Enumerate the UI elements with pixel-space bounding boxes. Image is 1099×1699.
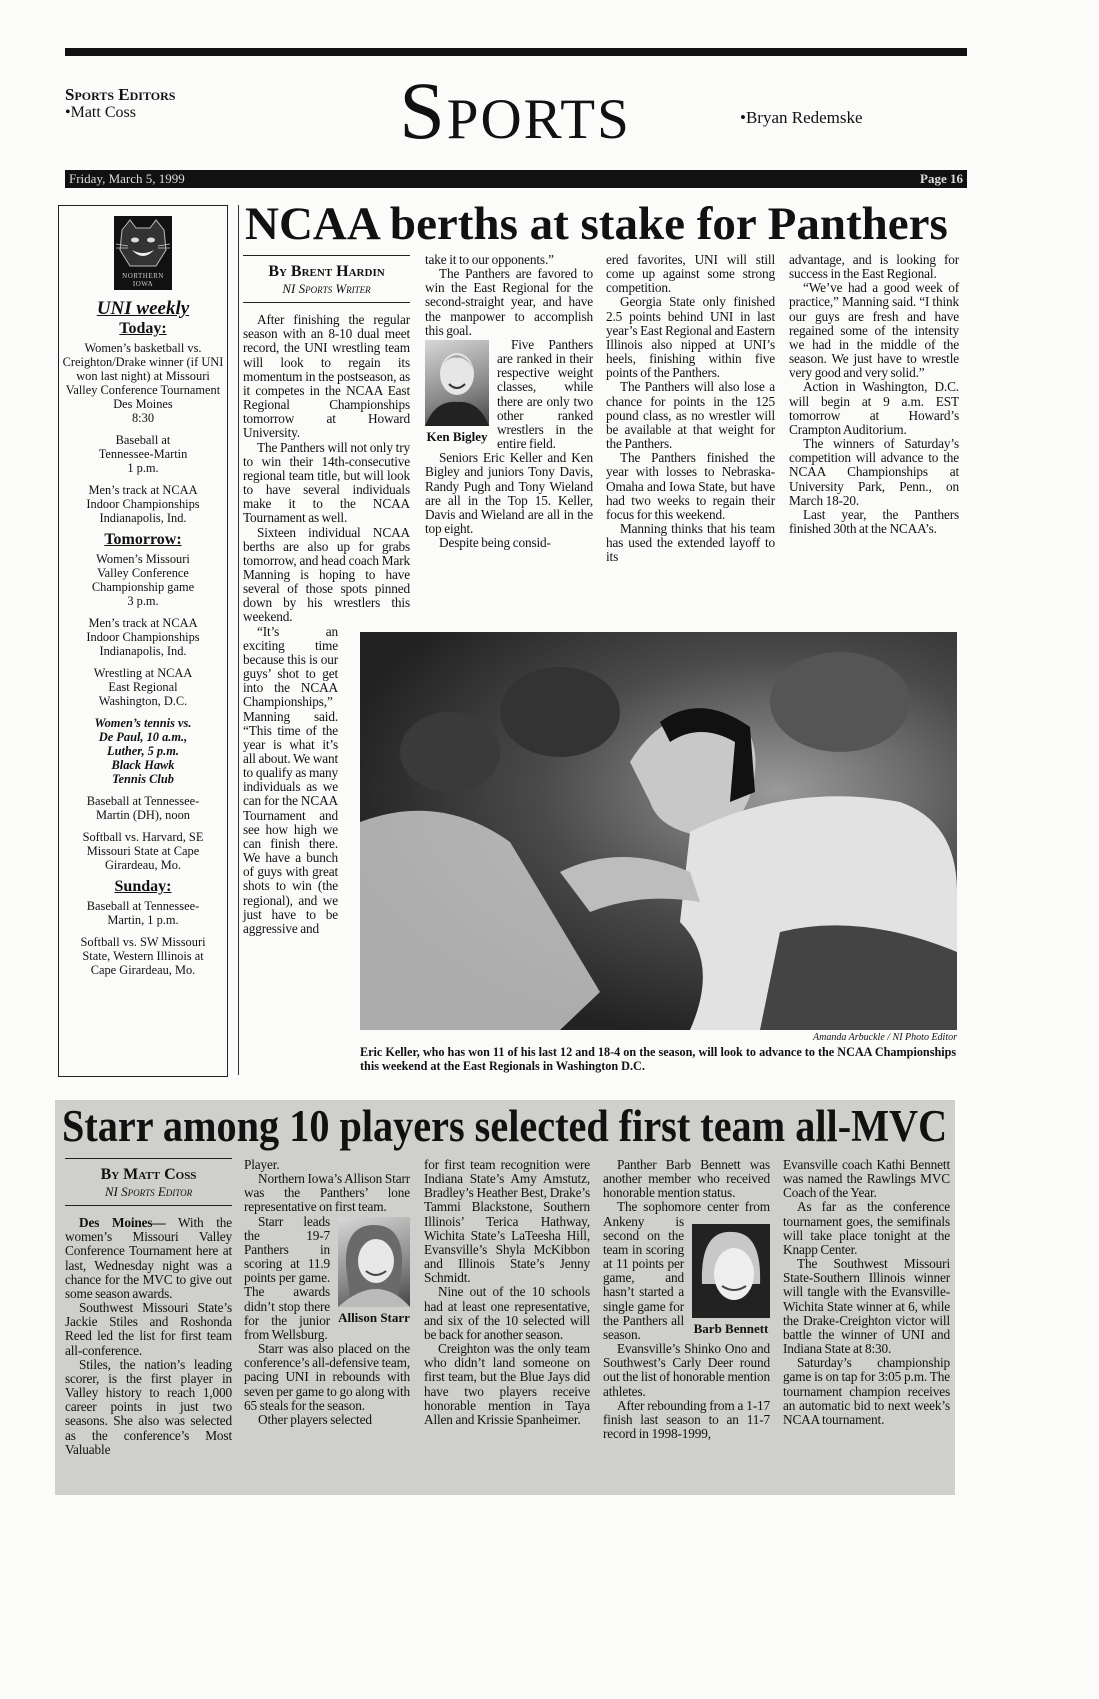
paragraph: The Panthers finished the year with losses to Nebraska-Omaha and Iowa State, but have had two weeks to regain their focus for this weekend. <box>606 450 775 522</box>
schedule-item: Women’s basketball vs. Creighton/Drake winner (if UNI won last night) at Missouri Valley Conference Tournament Des Moines 8:30 <box>62 341 224 425</box>
paragraph: The winners of Saturday’s competition will advance to the NCAA Championships at University Park, Penn., on March 18-20. <box>789 436 959 508</box>
editors-label: Sports Editors <box>65 85 176 104</box>
paragraph: Evansville’s Shinko Ono and Southwest’s Carly Deer round out the list of honorable mention athletes. <box>603 1341 770 1399</box>
sports-editors <box>65 86 175 122</box>
paragraph: Seniors Eric Keller and Ken Bigley and juniors Tony Davis, Randy Pugh and Tony Wieland are all in the Top 15. Keller, Davis and Wieland are all in the top eight. <box>425 450 593 536</box>
article2-column-4 <box>603 1158 770 1441</box>
paragraph: “We’ve had a good week of practice,” Manning said. “I think our guys are fresh and have regained some of the intensity we had in the middle of the season. We just have to wrestle very good and very solid.” <box>789 280 959 381</box>
panther-head-icon <box>114 216 172 276</box>
schedule-item: Wrestling at NCAA East Regional Washington, D.C. <box>93 666 193 708</box>
paragraph: Northern Iowa’s Allison Starr was the Panthers’ lone representative on first team. <box>244 1171 410 1215</box>
article2-column-3 <box>424 1158 590 1427</box>
paragraph-text: With the women’s Missouri Valley Conference Tournament here at last, Wednesday night was a chance for the MVC to give out some season awards. <box>65 1215 233 1301</box>
paragraph: The sophomore center from Ankeny is second on the team in scoring at 11 points per game, and hasn’t started a single game for the Panthers all season. <box>603 1199 770 1342</box>
paragraph: After finishing the regular season with an 8-10 dual meet record, the UNI wrestling team will look to regain its momentum in the postseason, as it competes in the NCAA East Regional Championships tomorrow at Howard University. <box>243 312 410 441</box>
player-photo <box>425 340 489 426</box>
author-title: NI Sports Writer <box>282 281 371 296</box>
article-headline: Starr among 10 players selected first team all-MVC <box>62 1101 948 1151</box>
paragraph: Creighton was the only team who didn’t land someone on first team, but the Blue Jays did have two players receive honorable mention in Taya Allen and Krissie Spanheimer. <box>424 1341 590 1427</box>
article-headline: NCAA berths at stake for Panthers <box>245 198 948 250</box>
photo-caption: Eric Keller, who has won 11 of his last 12 and 18-4 on the season, will look to advance to the NCAA Championships this weekend at the East Regionals in Washington D.C. <box>360 1045 957 1073</box>
section-title: Sports <box>399 65 631 156</box>
sidebar-title: UNI weekly <box>96 298 190 319</box>
player-photo <box>338 1217 410 1307</box>
paragraph: The Panthers are favored to win the East Regional for the second-straight year, and have the manpower to accomplish this goal. <box>425 266 593 338</box>
byline <box>243 255 410 303</box>
paragraph: Player. <box>244 1157 280 1172</box>
photo-credit: Amanda Arbuckle / NI Photo Editor <box>813 1032 957 1043</box>
schedule-item: Baseball at Tennessee- Martin, 1 p.m. <box>86 899 200 927</box>
paragraph: Last year, the Panthers finished 30th at the NCAA’s. <box>789 506 959 536</box>
paragraph: The Southwest Missouri State-Southern Illinois winner will tangle with the Evansville-Wichita State winner at 6, while the Drake-Creighton victor will battle the winner of UNI and Indiana State at 8:30. <box>783 1256 950 1357</box>
article2-column-1 <box>65 1158 232 1457</box>
article1-column-2 <box>425 253 593 550</box>
page-number: Page 16 <box>920 171 963 186</box>
paragraph: As far as the conference tournament goes, the semifinals will take place tonight at the Knapp Center. <box>783 1199 950 1257</box>
schedule-item-home: Women’s tennis vs. De Paul, 10 a.m., Luther, 5 p.m. Black Hawk Tennis Club <box>94 716 192 786</box>
paragraph: Manning thinks that his team has used the extended layoff to its <box>606 520 775 565</box>
paragraph: “It’s an exciting time because this is our guys’ shot to get into the NCAA Championships,” Manning said. “This time of the year is what it’s all about. We want to qualify as many individuals as we can for the NCAA Tournament and see how high we can finish there. We have a bunch of guys with great shots to win (the regional), and we just have to be aggressive and <box>243 623 338 936</box>
paragraph: Evansville coach Kathi Bennett was named the Rawlings MVC Coach of the Year. <box>783 1157 950 1201</box>
mugshot-allison-starr <box>338 1217 410 1325</box>
column-divider <box>238 205 239 1075</box>
paragraph: for first team recognition were Indiana State’s Amy Amstutz, Bradley’s Heather Best, Drake’s Tammi Blackstone, Southern Illinois’ Terica Hathway, Wichita State’s LaTeesha Hill, Evansville’s Shyla McKibbon and Illinois State’s Jenny Schmidt. <box>424 1157 590 1286</box>
mugshot-ken-bigley <box>425 340 489 444</box>
schedule-item: Softball vs. SW Missouri State, Western Illinois at Cape Girardeau, Mo. <box>80 935 206 977</box>
uni-weekly-sidebar <box>58 205 228 1077</box>
article-text <box>424 1285 590 1427</box>
editor-name: •Matt Coss <box>65 104 136 121</box>
schedule-item: Baseball at Tennessee-Martin 1 p.m. <box>98 433 188 475</box>
mugshot-barb-bennett <box>692 1224 770 1336</box>
portrait-icon <box>692 1224 770 1318</box>
paragraph: Despite being consid- <box>439 535 551 551</box>
author-name: By Brent Hardin <box>268 263 385 280</box>
editor-name: •Bryan Redemske <box>740 108 863 127</box>
today-heading: Today: <box>119 320 167 337</box>
issue-date: Friday, March 5, 1999 <box>69 171 185 186</box>
paragraph: Sixteen individual NCAA berths are also up for grabs tomorrow, and head coach Mark Manning is hoping to have several of those spots pinned down by his wrestlers this weekend. <box>243 524 410 625</box>
article-text <box>606 295 775 564</box>
date-bar <box>65 170 967 188</box>
paragraph: advantage, and is looking for success in the East Regional. <box>789 252 959 282</box>
portrait-icon <box>425 340 489 426</box>
mugshot-caption: Ken Bigley <box>426 428 488 444</box>
paragraph: Stiles, the nation’s leading scorer, is the first player in Valley history to reach 1,000 career points in just two seasons. She also was selected as the conference’s Most Valuable <box>65 1356 232 1457</box>
paragraph: Action in Washington, D.C. will begin at 9 a.m. EST tomorrow at Howard’s Crampton Auditorium. <box>789 379 959 437</box>
paragraph: After rebounding from a 1-17 finish last season to an 11-7 record in 1998-1999, <box>603 1397 770 1441</box>
paragraph: Panther Barb Bennett was another member who received honorable mention status. <box>603 1157 770 1201</box>
paragraph: ered favorites, UNI will still come up against some strong competition. <box>606 252 775 296</box>
panther-logo <box>114 216 172 290</box>
dateline: Des Moines— <box>79 1215 166 1231</box>
article1-column-3 <box>606 253 775 564</box>
paragraph: The Panthers will not only try to win their 14th-consecutive regional team title, but will look to have several individuals make it to the NCAA Tournament as well. <box>243 439 410 526</box>
mugshot-caption: Allison Starr <box>338 1309 410 1325</box>
article1-column-4 <box>789 253 959 536</box>
wrestler-image <box>360 632 957 1030</box>
article-text <box>783 1200 950 1427</box>
author-title: NI Sports Editor <box>104 1184 193 1199</box>
schedule-item: Men’s track at NCAA Indoor Championships Indianapolis, Ind. <box>86 616 200 658</box>
mugshot-caption: Barb Bennett <box>693 1321 769 1336</box>
sunday-heading: Sunday: <box>114 878 172 895</box>
portrait-icon <box>338 1217 410 1307</box>
paragraph: Other players selected <box>258 1411 372 1427</box>
paragraph: The Panthers will also lose a chance for points in the 125 pound class, as no wrestler will be available at that weight for the Panthers. <box>606 379 775 452</box>
article2-column-5 <box>783 1158 950 1427</box>
article-text <box>65 1301 232 1457</box>
tomorrow-heading: Tomorrow: <box>104 531 182 548</box>
schedule-item: Men’s track at NCAA Indoor Championships Indianapolis, Ind. <box>86 483 200 525</box>
paragraph: Starr leads the 19-7 Panthers in scoring at 11.9 points per game. The awards didn’t stop there for the junior from Wellsburg. <box>244 1213 330 1342</box>
paragraph: Georgia State only finished 2.5 points behind UNI in last year’s East Regional and Eastern Illinois also nipped at UNI’s heels, finishing within five points of the Panthers. <box>606 294 775 381</box>
article-text <box>789 281 959 536</box>
paragraph: Saturday’s championship game is on tap for 3:05 p.m. The tournament champion receives an automatic bid to next week’s NCAA tournament. <box>783 1355 950 1427</box>
article2-column-2 <box>244 1158 410 1427</box>
paragraph: Southwest Missouri State’s Jackie Stiles and Roshonda Reed led the list for first team all-conference. <box>65 1300 232 1358</box>
paragraph: Five Panthers are ranked in their respective weight classes, while there are only two other ranked wrestlers in the entire field. <box>497 336 593 452</box>
author-name: By Matt Coss <box>100 1166 197 1183</box>
paragraph: Starr was also placed on the conference’s all-defensive team, pacing UNI in rebounds with seven per game to go along with 65 steals for the season. <box>244 1341 410 1413</box>
schedule-item: Softball vs. Harvard, SE Missouri State at Cape Girardeau, Mo. <box>82 830 204 872</box>
paragraph: Nine out of the 10 schools had at least one representative, and six of the 10 selected will be back for another season. <box>424 1284 590 1342</box>
player-photo <box>692 1224 770 1318</box>
paragraph <box>65 1216 232 1301</box>
byline <box>65 1158 232 1206</box>
top-rule <box>65 48 967 56</box>
logo-text: NORTHERN IOWA <box>122 272 164 288</box>
schedule-item: Women’s Missouri Valley Conference Championship game 3 p.m. <box>91 552 195 608</box>
wrestling-photo <box>360 632 957 1030</box>
schedule-item: Baseball at Tennessee- Martin (DH), noon <box>86 794 200 822</box>
paragraph: take it to our opponents.” <box>425 252 554 267</box>
